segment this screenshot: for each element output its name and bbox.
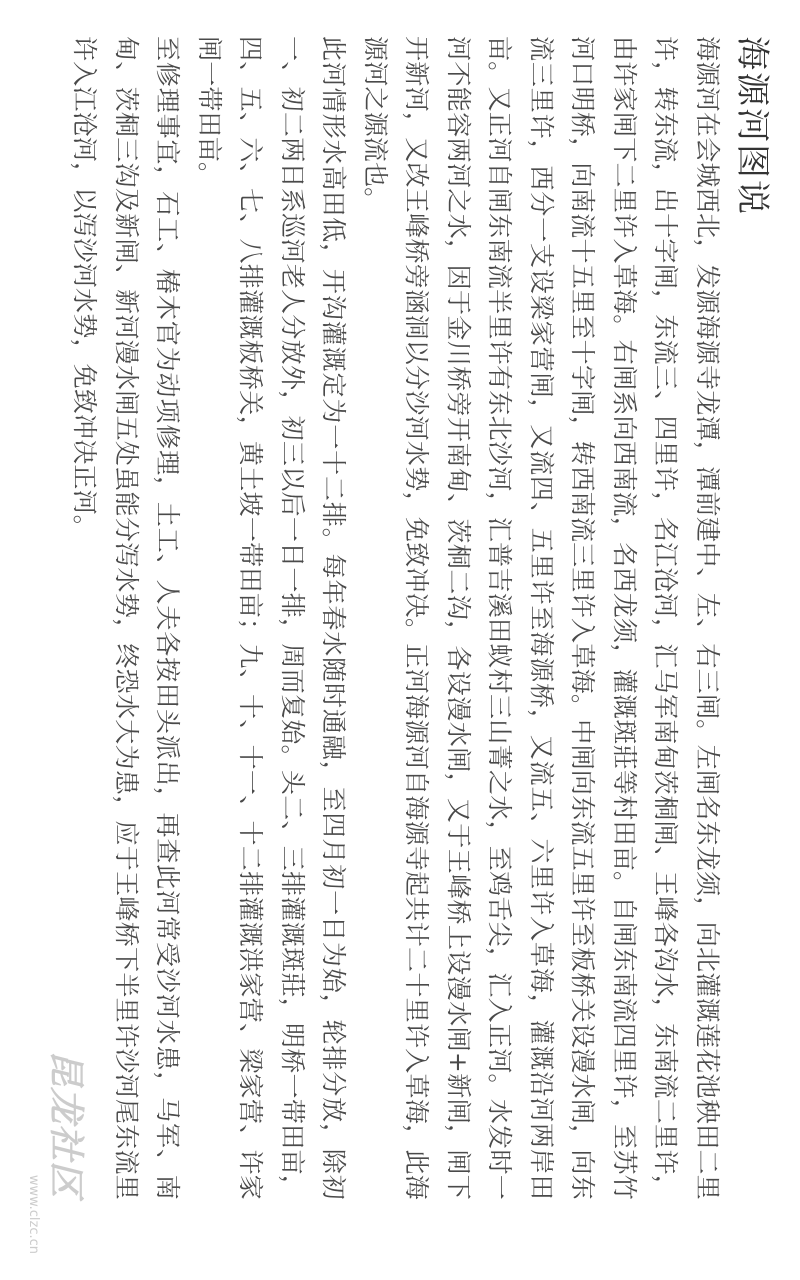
document-title: 海源河图说	[732, 36, 772, 216]
watermark-logo-text: 昆龙社区	[45, 1050, 87, 1199]
site-watermark	[24, 1050, 94, 1260]
paragraph-2: 此河情形水高田低，开沟灌溉定为一十二排。每年春水随时通融，至四月初一日为始，轮排分放，除初一、初二两日系巡河老人分放外，初三以后一日一排，周而复始。头二、三排灌溉斑莊，明桥一带田亩，四、五、六、七、八排灌溉板桥关，黄土坡一带田亩；九、十、十一、十二排灌溉洪家营、梁家营、许家闸一带田亩。	[195, 36, 349, 1200]
paragraph-1: 海源河在会城西北，发源海源寺龙潭，潭前建中、左、右三闸。左闸名东龙须，向北灌溉莲花池秧田二里许，转东流，出十字闸，东流三、四里许，名江沧河，汇马军南甸茨桐闸、王峰各沟水，东南流二里许，由许家闸下二里许入草海。右闸系向西南流，名西龙须，灌溉斑莊等村田亩。自闸东南流四里许，至苏竹河口明桥，向南流十五里至十字闸，转西南流三里许入草海。中闸向东流五里许至板桥关设漫水闸，向东流三里许，西分一支设梁家营闸，又流四、五里许至海源桥，又流五、六里许入草海，灌溉沿河两岸田亩。又正河自闸东南流半里许有东北沙河，汇普吉溪田蚁村三山菁之水，至鸡舌尖，汇入正河。水发时一河不能容两河之水，因于金川桥旁开南甸、茨桐二沟，各设漫水闸，又于王峰桥上设漫水闸+新闸，闸下开新河，又改王峰桥旁涵洞以分沙河水势，免致冲决。正河海源河自海源寺起共计二十里许入草海，此海源河之源流也。	[361, 36, 722, 1200]
paragraph-3: 至修理事宜，石工、椿木官为动项修理，土工、人夫各按田头派出，再查此河常受沙河水患，马军、南甸、茨桐三沟及新闸、新河漫水闸五处虽能分泻水势，终恐水大为患，应于王峰桥下半里许沙河尾东流里许入江沧河，以泻沙河水势，免致冲决正河。	[70, 36, 183, 1200]
watermark-url: www.clzc.cn	[26, 1174, 41, 1254]
